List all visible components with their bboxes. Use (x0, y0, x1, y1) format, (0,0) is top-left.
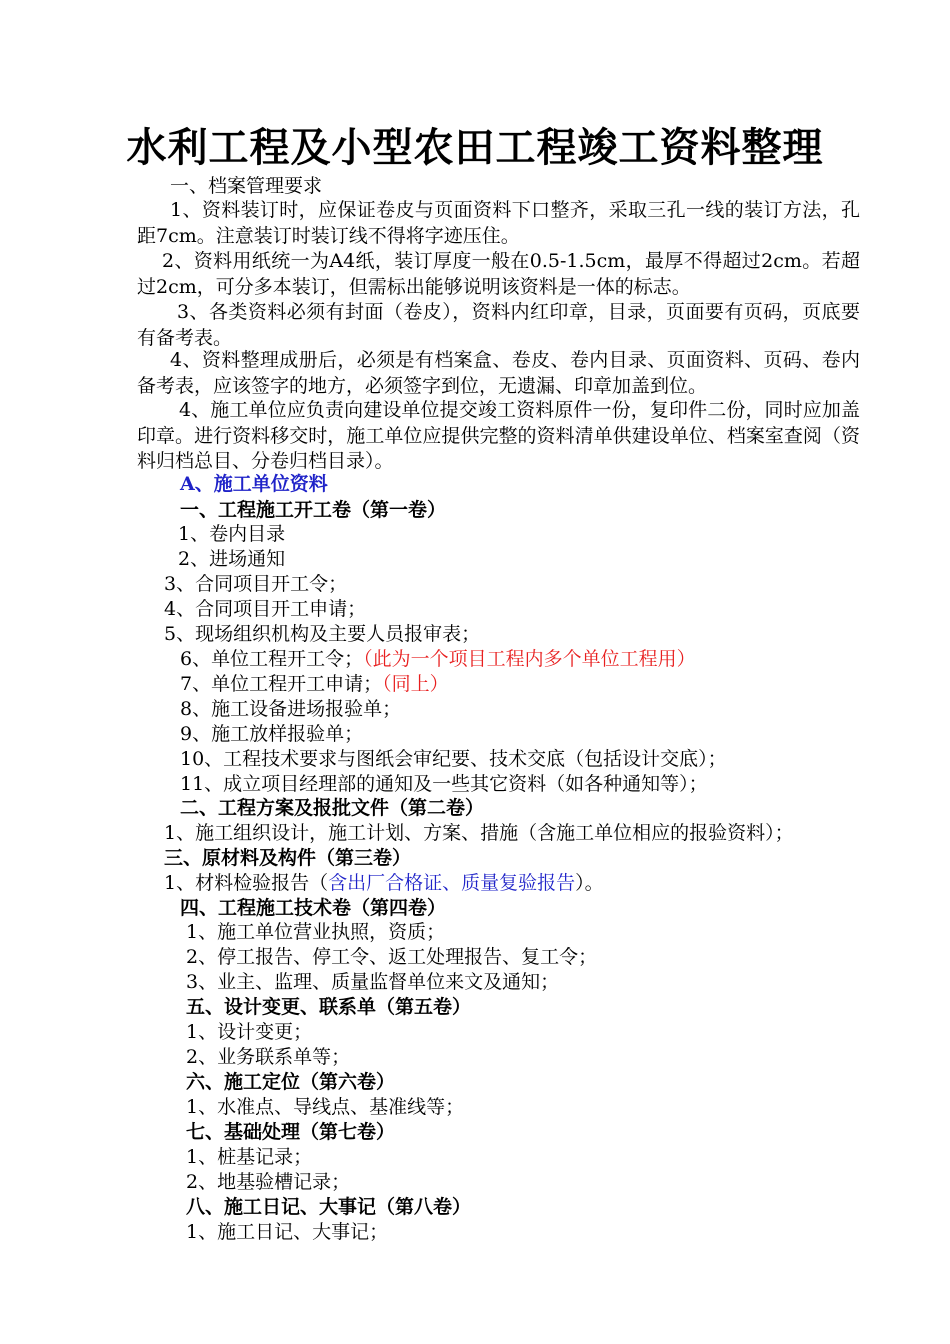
vol1-item-4: 4、合同项目开工申请； (164, 598, 367, 620)
vol3-item-1-note: 含出厂合格证、质量复验报告 (328, 872, 576, 894)
vol3-item-1-suffix: ）。 (575, 872, 604, 894)
archive-item-5: 4、施工单位应负责向建设单位提交竣工资料原件一份，复印件二份，同时应加盖印章。进行资料移交时，施工单位应提供完整的资料清单供建设单位、档案室查阅（资料归档总目、分卷归档目录）。 (137, 399, 860, 472)
vol1-item-5: 5、现场组织机构及主要人员报审表； (164, 623, 481, 645)
archive-item-2: 2、资料用纸统一为A4纸，装订厚度一般在0.5-1.5cm，最厚不得超过2cm。若超过2cm，可分多本装订，但需标出能够说明该资料是一体的标志。 (137, 250, 860, 298)
vol1-item-6 (180, 647, 696, 671)
vol1-item-8: 8、施工设备进场报验单； (180, 698, 402, 720)
vol7-heading: 七、基础处理（第七卷） (186, 1121, 396, 1143)
vol4-item-1: 1、施工单位营业执照，资质； (186, 921, 446, 943)
vol1-heading: 一、工程施工开工卷（第一卷） (180, 499, 447, 521)
archive-item-1: 1、资料装订时，应保证卷皮与页面资料下口整齐，采取三孔一线的装订方法，孔距7cm。注意装订时装订线不得将字迹压住。 (137, 199, 860, 247)
vol4-heading: 四、工程施工技术卷（第四卷） (180, 897, 447, 919)
vol8-heading: 八、施工日记、大事记（第八卷） (186, 1196, 472, 1218)
vol3-heading: 三、原材料及构件（第三卷） (164, 847, 412, 869)
section-a-heading: A、施工单位资料 (180, 473, 328, 495)
vol8-item-1: 1、施工日记、大事记； (186, 1221, 389, 1243)
archive-heading: 一、档案管理要求 (170, 175, 323, 197)
vol1-item-2: 2、进场通知 (178, 548, 286, 570)
vol1-item-6-text: 6、单位工程开工令； (180, 648, 364, 670)
vol3-item-1-prefix: 1、材料检验报告（ (164, 872, 329, 894)
vol3-item-1 (164, 871, 604, 895)
vol5-heading: 五、设计变更、联系单（第五卷） (186, 996, 472, 1018)
vol1-item-7-text: 7、单位工程开工申请； (180, 673, 383, 695)
archive-item-3: 3、各类资料必须有封面（卷皮），资料内红印章，目录，页面要有页码，页底要有备考表。 (137, 301, 860, 349)
vol2-item-1: 1、施工组织设计，施工计划、方案、措施（含施工单位相应的报验资料）； (164, 822, 794, 844)
vol6-item-1: 1、水准点、导线点、基准线等； (186, 1096, 465, 1118)
vol7-item-1: 1、桩基记录； (186, 1146, 313, 1168)
vol7-item-2: 2、地基验槽记录； (186, 1171, 351, 1193)
vol4-item-3: 3、业主、监理、质量监督单位来文及通知； (186, 971, 560, 993)
vol1-item-7-note: （同上） (382, 673, 449, 695)
vol6-heading: 六、施工定位（第六卷） (186, 1071, 396, 1093)
vol4-item-2: 2、停工报告、停工令、返工处理报告、复工令； (186, 946, 598, 968)
vol1-item-9: 9、施工放样报验单； (180, 723, 364, 745)
vol5-item-2: 2、业务联系单等； (186, 1046, 351, 1068)
vol1-item-3: 3、合同项目开工令； (164, 573, 348, 595)
vol5-item-1: 1、设计变更； (186, 1021, 313, 1043)
document-title: 水利工程及小型农田工程竣工资料整理 (126, 125, 824, 171)
vol1-item-7 (180, 672, 449, 696)
vol2-heading: 二、工程方案及报批文件（第二卷） (180, 797, 485, 819)
archive-item-4: 4、资料整理成册后，必须是有档案盒、卷皮、卷内目录、页面资料、页码、卷内备考表，应该签字的地方，必须签字到位，无遗漏、印章加盖到位。 (137, 349, 860, 397)
vol1-item-6-note: （此为一个项目工程内多个单位工程用） (363, 648, 696, 670)
vol1-item-10: 10、工程技术要求与图纸会审纪要、技术交底（包括设计交底）； (180, 748, 727, 770)
vol1-item-1: 1、卷内目录 (178, 523, 286, 545)
vol1-item-11: 11、成立项目经理部的通知及一些其它资料（如各种通知等）； (180, 773, 708, 795)
